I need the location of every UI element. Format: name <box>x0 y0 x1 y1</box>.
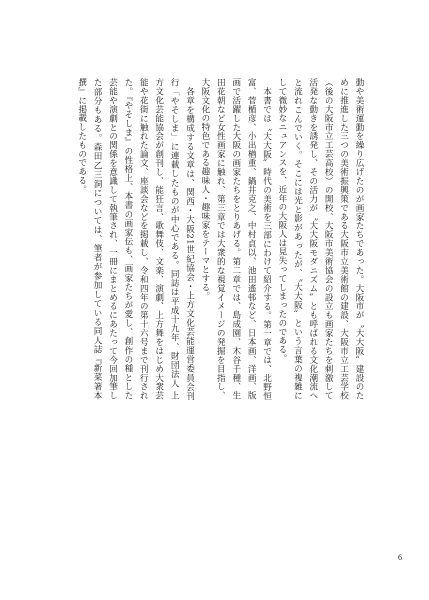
body-text-block <box>58 78 366 400</box>
page-number: 6 <box>398 553 402 562</box>
paragraph-1: 動や美術運動を繰り広げたのが画家たちであった。大阪市が〝大大阪〟建設のために推進した三つの美術振興策である大阪市立美術館の建設、大阪市立工芸学校（後の大阪市立工芸高校）の開校、大阪市美術協会の設立も画家たちを刺激して活発な動きを誘発し、その活力が〝大大阪モダニズム〟とも呼ばれる文化潮流へと流れこんでいく。そこには光と影があったが、〝大大阪〟という言葉の複雑にして微妙なニュアンスを、近年の大阪人は見失ってしまったのである。 <box>276 78 364 400</box>
paragraph-3: 各章を構成する文章は、関西・大阪21世紀協会・上方文化芸能運営委員会刊行「やそしま」に連載したものが中心である。同誌は平成十九年、財団法人 上方文化芸能協会が創刊し、能狂言、歌舞伎、文楽、演劇、上方舞をはじめ大衆芸能や花街に触れた論文、座談会などを掲載し、令和四年の第十六号まで刊行された。『やそしま』の性格上、本書の画家伝も、画家たちが愛し、創作の種とした芸能や演劇との関係を意識して執筆され、一冊にまとめるにあたって今回加筆した部分もある。森田乙三洞については、筆者が参加している同人誌『新菜箸本撰』に掲載したものである。 <box>76 78 195 400</box>
paragraph-2: 本書では〝大大阪〟時代の美術を三部にわけて紹介する。第一章では、北野恒富、菅楯彦、小出楢重、鍋井克之、中村貞以、池田遙邨など、日本画、洋画、版画で活躍した大阪の画家たちをとりあげる。第二章では、島成園、木谷千種、生田花朝など女性画家に触れ、第三章では大衆的な視覚イメージの発掘を目指し、大阪文化の特色である趣味人・趣味家をテーマとする。 <box>199 78 272 400</box>
vertical-text-column <box>58 78 366 400</box>
